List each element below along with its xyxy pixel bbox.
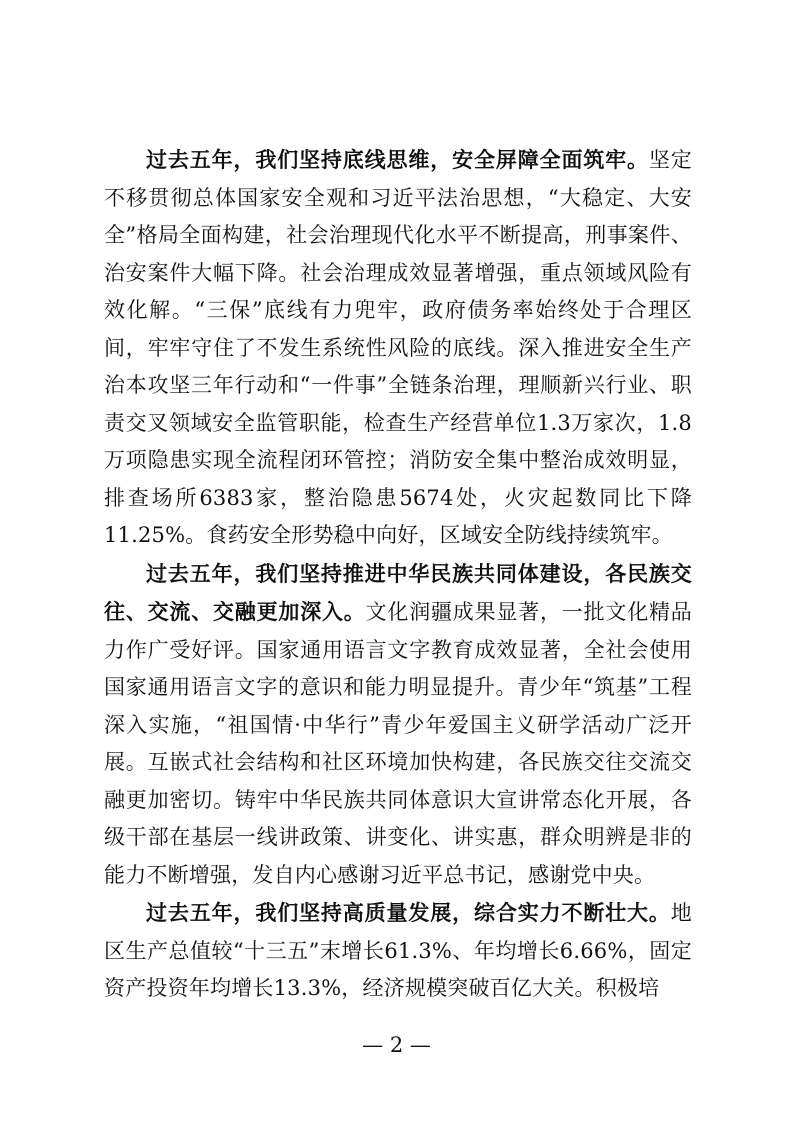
paragraph-ethnic-unity [104,555,692,895]
paragraph-body: 坚定不移贯彻总体国家安全观和习近平法治思想，“大稳定、大安全”格局全面构建，社会治理现代化水平不断提高，刑事案件、治安案件大幅下降。社会治理成效显著增强，重点领域风险有效化解。“三保”底线有力兜牢，政府债务率始终处于合理区间，牢牢守住了不发生系统性风险的底线。深入推进安全生产治本攻坚三年行动和“一件事”全链条治理，理顺新兴行业、职责交叉领域安全监管职能，检查生产经营单位1.3万家次，1.8万项隐患实现全流程闭环管控；消防安全集中整治成效明显，排查场所6383家，整治隐患5674处，火灾起数同比下降11.25%。食药安全形势稳中向好，区域安全防线持续筑牢。 [104,148,692,547]
paragraph-lead: 过去五年，我们坚持底线思维，安全屏障全面筑牢。 [146,147,649,172]
page-number: — 2 — [362,1033,431,1057]
paragraph-development [104,894,692,1008]
paragraph-lead: 过去五年，我们坚持高质量发展，综合实力不断壮大。 [146,900,671,925]
body-text [104,141,692,1008]
paragraph-lead: 过去五年，我们坚持推进中华民族共同体建设，各民族交往、交流、交融更加深入。 [104,560,692,624]
paragraph-body: 文化润疆成果显著，一批文化精品力作广受好评。国家通用语言文字教育成效显著，全社会使用国家通用语言文字的意识和能力明显提升。青少年“筑基”工程深入实施，“祖国情·中华行”青少年爱国主义研学活动广泛开展。互嵌式社会结构和社区环境加快构建，各民族交往交流交融更加密切。铸牢中华民族共同体意识大宣讲常态化开展，各级干部在基层一线讲政策、讲变化、讲实惠，群众明辨是非的能力不断增强，发自内心感谢习近平总书记，感谢党中央。 [104,600,693,887]
paragraph-body: 地区生产总值较“十三五”末增长61.3%、年均增长6.66%，固定资产投资年均增长13.3%，经济规模突破百亿大关。积极培 [104,901,692,1000]
paragraph-security [104,141,692,555]
